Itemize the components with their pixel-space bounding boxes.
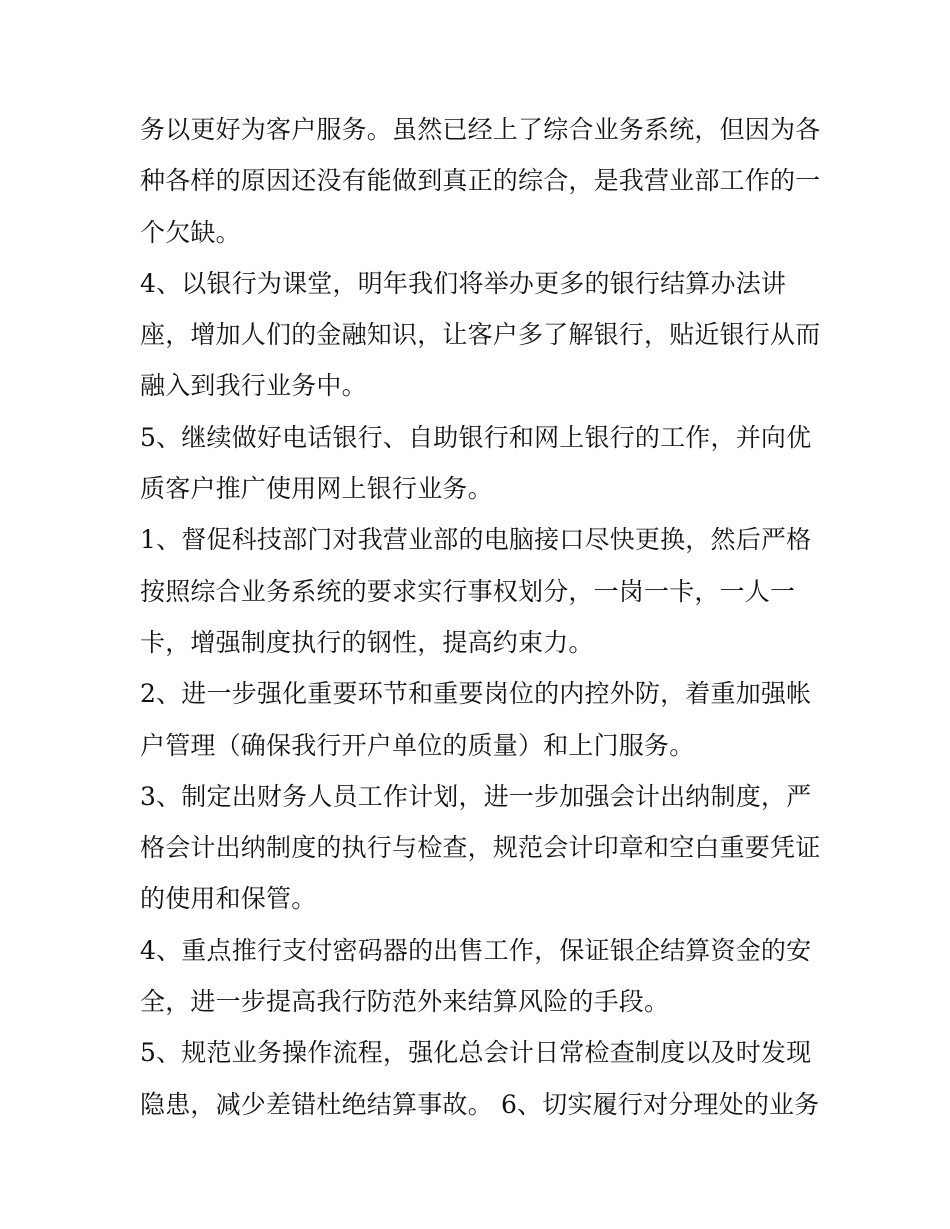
text-line: 务以更好为客户服务。虽然已经上了综合业务系统，但因为各 (140, 115, 821, 144)
text-line: 5、规范业务操作流程，强化总会计日常检查制度以及时发现 (140, 1038, 812, 1068)
text-line: 隐患，减少差错杜绝结算事故。 6、切实履行对分理处的业务 (140, 1089, 820, 1119)
text-line: 个欠缺。 (140, 217, 241, 247)
text-line: 4、以银行为课堂，明年我们将举办更多的银行结算办法讲 (140, 268, 787, 298)
text-line: 1、督促科技部门对我营业部的电脑接口尽快更换，然后严格 (140, 525, 812, 555)
text-line: 卡，增强制度执行的钢性，提高约束力。 (140, 627, 594, 657)
text-line: 5、继续做好电话银行、自助银行和网上银行的工作，并向优 (140, 422, 812, 452)
text-line: 种各样的原因还没有能做到真正的综合，是我营业部工作的一 (140, 166, 821, 196)
document-body (140, 104, 820, 1130)
text-line: 质客户推广使用网上银行业务。 (140, 474, 493, 504)
text-line: 的使用和保管。 (140, 884, 317, 914)
text-line: 全，进一步提高我行防范外来结算风险的手段。 (140, 987, 670, 1017)
text-line: 3、制定出财务人员工作计划，进一步加强会计出纳制度，严 (140, 781, 812, 811)
text-line: 融入到我行业务中。 (140, 371, 367, 401)
text-line: 按照综合业务系统的要求实行事权划分，一岗一卡，一人一 (140, 576, 796, 606)
text-line: 4、重点推行支付密码器的出售工作，保证银企结算资金的安 (140, 935, 812, 965)
text-line: 座，增加人们的金融知识，让客户多了解银行，贴近银行从而 (140, 320, 821, 350)
text-line: 户管理（确保我行开户单位的质量）和上门服务。 (140, 730, 695, 760)
text-line: 2、进一步强化重要环节和重要岗位的内控外防，着重加强帐 (140, 679, 812, 709)
text-line: 格会计出纳制度的执行与检查，规范会计印章和空白重要凭证 (140, 833, 821, 863)
